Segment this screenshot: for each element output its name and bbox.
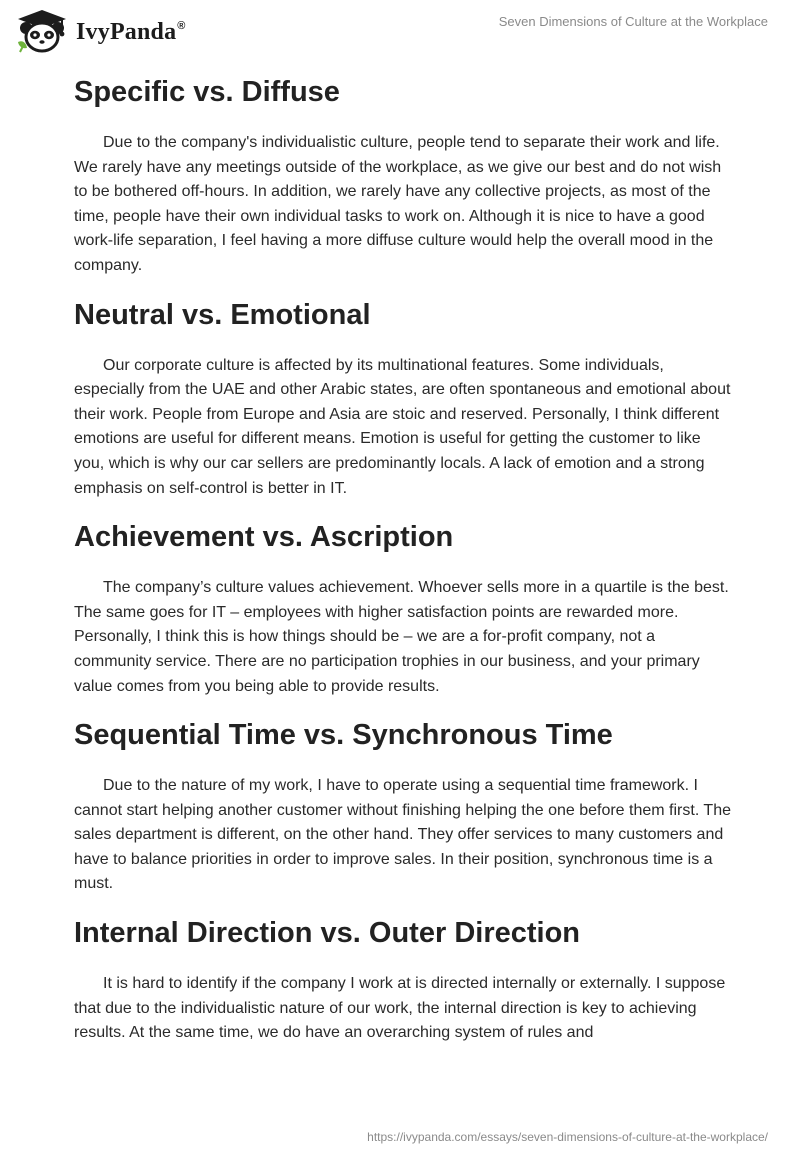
section-neutral-vs-emotional [74, 293, 734, 502]
page-header [0, 0, 800, 60]
panda-graduate-icon [14, 8, 70, 54]
brand-logo[interactable] [14, 8, 186, 54]
section-heading: Internal Direction vs. Outer Direction [74, 917, 580, 950]
section-paragraph: It is hard to identify if the company I work at is directed internally or externally. I suppose that due to the individualistic nature of our work, the internal direction is key to achieving results. At the same time, we do have an overarching system of rules and [74, 975, 726, 1042]
section-heading: Neutral vs. Emotional [74, 298, 371, 331]
section-heading: Specific vs. Diffuse [74, 76, 340, 108]
essay-content [74, 70, 734, 1046]
section-paragraph: Due to the company's individualistic culture, people tend to separate their work and life. We rarely have any meetings outside of the workplace, as we give our best and do not wish to be bothered off-hours. In addition, we rarely have any collective projects, as most of the time, people have their own individual tasks to work on. Although it is nice to have a good work-life separation, I feel having a more diffuse culture would help the overall mood in the company. [74, 134, 722, 274]
section-heading: Achievement vs. Ascription [74, 521, 454, 554]
section-paragraph: Our corporate culture is affected by its multinational features. Some individuals, especially from the UAE and other Arabic states, are often spontaneous and emotional about their work. People from Europe and Asia are stoic and reserved. Personally, I think different emotions are useful for different means. Emotion is useful for getting the customer to like you, which is why our car sellers are predominantly locals. A lack of emotion and a strong emphasis on self-control is better in IT. [74, 356, 731, 497]
section-paragraph: The company’s culture values achievement. Whoever sells more in a quartile is the best. The same goes for IT – employees with higher satisfaction points are rewarded more. Personally, I think this is how things should be – we are a for-profit company, not a community service. There are no participation trophies in our business, and your primary value comes from you being able to provide results. [74, 579, 729, 695]
document-title: Seven Dimensions of Culture at the Workplace [498, 14, 768, 29]
section-specific-vs-diffuse [74, 70, 734, 279]
section-sequential-vs-synchronous-time [74, 713, 734, 897]
brand-name: IvyPanda® [76, 18, 186, 45]
registered-mark: ® [177, 19, 186, 32]
section-heading: Sequential Time vs. Synchronous Time [74, 719, 613, 752]
section-internal-vs-outer-direction [74, 911, 734, 1046]
source-url[interactable]: https://ivypanda.com/essays/seven-dimensions-of-culture-at-the-workplace/ [367, 1130, 768, 1144]
section-paragraph: Due to the nature of my work, I have to operate using a sequential time framework. I cannot start helping another customer without finishing helping the one before them first. The sales department is different, on the other hand. They offer services to many customers and have to balance priorities in order to improve sales. In their position, synchronous time is a must. [74, 777, 731, 893]
section-achievement-vs-ascription [74, 515, 734, 699]
